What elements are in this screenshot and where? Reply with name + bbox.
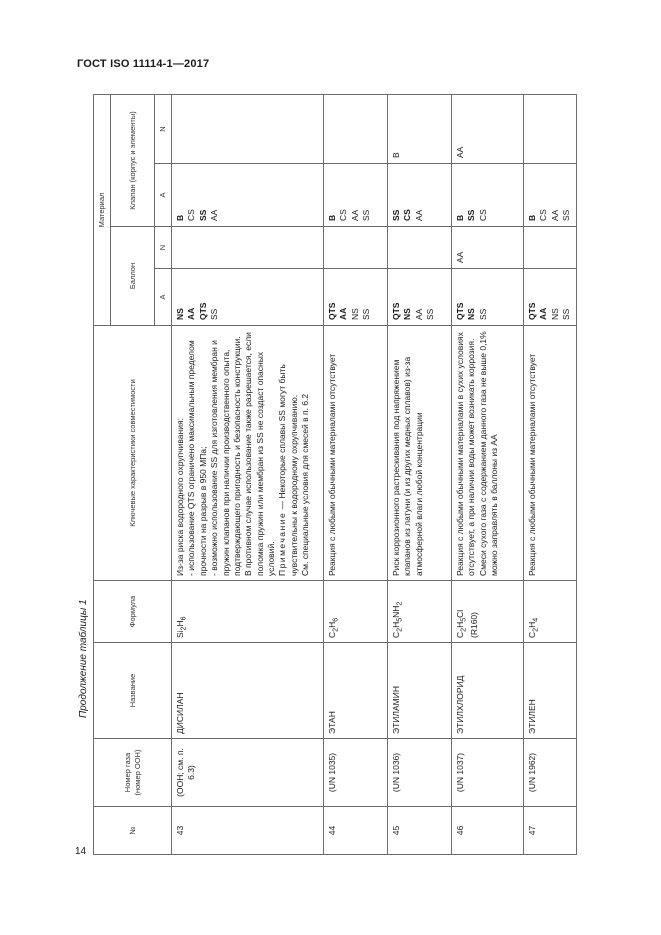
- material-code: SS: [477, 308, 488, 320]
- material-code: SS: [361, 209, 372, 221]
- compatibility-characteristics: Реакция с любыми обычными материалами отсутствует: [524, 326, 577, 581]
- row-number: 45: [388, 807, 452, 855]
- material-code: SS: [361, 308, 372, 320]
- material-code: B: [327, 214, 338, 221]
- cylinder-acceptable: [172, 269, 324, 326]
- valve-not-acceptable: [172, 94, 324, 163]
- col-header-cylinder-n: N: [155, 227, 172, 269]
- valve-not-acceptable: [452, 94, 524, 163]
- cylinder-not-acceptable: [388, 227, 452, 269]
- gas-name: ЭТИЛАМИН: [388, 643, 452, 739]
- compatibility-characteristics: Реакция с любыми обычными материалами в сухих условиях отсутствует, а при наличии воды может возникать коррозия. Смеси сухого газа с содержанием данного газа не выше 0,1% можно заправлять в баллоны из AA: [452, 326, 524, 581]
- col-header-valve: Клапан (корпус и элементы): [111, 94, 155, 226]
- col-header-cylinder: Баллон: [111, 227, 155, 326]
- note-label: Примечание: [277, 511, 288, 576]
- material-code: SS: [561, 308, 572, 320]
- material-code: SS: [391, 209, 402, 221]
- col-header-no: №: [94, 807, 172, 855]
- col-header-name: Название: [94, 643, 172, 739]
- un-number: (UN 1037): [452, 739, 524, 807]
- material-code: NS: [549, 308, 560, 320]
- valve-acceptable: [524, 164, 577, 227]
- material-code: SS: [466, 209, 477, 221]
- table-continuation-caption: Продолжение таблицы 1: [78, 599, 89, 718]
- gas-name: ЭТИЛХЛОРИД: [452, 643, 524, 739]
- compatibility-table: [93, 94, 577, 855]
- material-code: AA: [209, 209, 220, 221]
- material-code: SS: [561, 209, 572, 221]
- row-number: 46: [452, 807, 524, 855]
- valve-acceptable: [172, 164, 324, 227]
- material-code: SS: [209, 308, 220, 320]
- material-code: B: [175, 214, 186, 221]
- row-number: 47: [524, 807, 577, 855]
- material-code: SS: [197, 209, 208, 221]
- un-number: (UN 1036): [388, 739, 452, 807]
- material-code: CS: [186, 209, 197, 221]
- row-number: 44: [324, 807, 388, 855]
- table-row: [388, 94, 452, 854]
- table-row: [172, 94, 324, 854]
- material-code: AA: [455, 251, 466, 263]
- gas-formula: $Si_2H_6$: [172, 581, 324, 643]
- col-header-material: Материал: [94, 94, 111, 325]
- col-header-valve-n: N: [155, 94, 172, 163]
- rotated-table-wrapper: [93, 95, 570, 855]
- material-code: QTS: [197, 302, 208, 320]
- table-row: [452, 94, 524, 854]
- material-code: QTS: [455, 302, 466, 320]
- gas-formula: $C_2H_6$: [324, 581, 388, 643]
- un-number: (UN 1962): [524, 739, 577, 807]
- col-header-valve-a: A: [155, 164, 172, 227]
- gas-name: ЭТИЛЕН: [524, 643, 577, 739]
- valve-acceptable: [452, 164, 524, 227]
- col-header-formula: Формула: [94, 581, 172, 643]
- cylinder-acceptable: [388, 269, 452, 326]
- material-code: CS: [402, 209, 413, 221]
- material-code: AA: [413, 209, 424, 221]
- col-header-characteristics: Ключевые характеристики совместимости: [94, 326, 172, 581]
- cylinder-not-acceptable: [524, 227, 577, 269]
- row-number: 43: [172, 807, 324, 855]
- un-number: (ООН; см. п. 6.3): [172, 739, 324, 807]
- cylinder-acceptable: [524, 269, 577, 326]
- valve-not-acceptable: [524, 94, 577, 163]
- valve-acceptable: [388, 164, 452, 227]
- compatibility-characteristics: Из-за риска водородного охрупчивания: - использование QTS ограничено максимальным пределом прочности на разрыв в 950 МПа; - возможно использование SS для изготовления мембран и пружин клапанов при наличии производственного опыта, подтверждающего пригодность и безопасность конструкции. В противном случае использование также разрешается, если поломка пружин или мембран из SS не создаст опасных условий. Примечание — Некоторые сплавы SS могут быть чувствительны к водородному охрупчиванию. См. специальные условия для смесей в п. 6.2: [172, 326, 324, 581]
- un-number: (UN 1035): [324, 739, 388, 807]
- table-row: [324, 94, 388, 854]
- material-code: AA: [413, 308, 424, 320]
- cylinder-acceptable: [324, 269, 388, 326]
- material-code: QTS: [327, 302, 338, 320]
- material-code: B: [527, 214, 538, 221]
- valve-acceptable: [324, 164, 388, 227]
- material-code: NS: [349, 308, 360, 320]
- material-code: QTS: [391, 302, 402, 320]
- gas-formula: $C_2H_5Cl$ (R160): [452, 581, 524, 643]
- valve-not-acceptable: [388, 94, 452, 163]
- document-header: ГОСТ ISO 11114-1—2017: [77, 58, 210, 70]
- material-code: AA: [186, 307, 197, 320]
- material-code: B: [391, 152, 402, 158]
- gas-name: ЭТАН: [324, 643, 388, 739]
- material-code: CS: [477, 209, 488, 221]
- cylinder-acceptable: [452, 269, 524, 326]
- valve-not-acceptable: [324, 94, 388, 163]
- cylinder-not-acceptable: [172, 227, 324, 269]
- gas-formula: $C_2H_4$: [524, 581, 577, 643]
- col-header-un: Номер газа (номер ООН): [94, 739, 172, 807]
- material-code: CS: [538, 209, 549, 221]
- cylinder-not-acceptable: [452, 227, 524, 269]
- material-code: AA: [549, 209, 560, 221]
- material-code: SS: [425, 308, 436, 320]
- col-header-cylinder-a: A: [155, 269, 172, 326]
- compatibility-characteristics: Реакция с любыми обычными материалами отсутствует: [324, 326, 388, 581]
- material-code: NS: [466, 308, 477, 320]
- page-number: 14: [75, 846, 87, 857]
- gas-name: ДИСИЛАН: [172, 643, 324, 739]
- material-code: B: [455, 214, 466, 221]
- material-code: QTS: [527, 302, 538, 320]
- compatibility-characteristics: Риск коррозионного растрескивания под напряжением клапанов из латуни (и из других медных сплавов) из-за атмосферной влаги любой концентрации: [388, 326, 452, 581]
- material-code: AA: [455, 146, 466, 158]
- material-code: AA: [349, 209, 360, 221]
- material-code: NS: [175, 308, 186, 320]
- material-code: NS: [402, 308, 413, 320]
- gas-formula: $C_2H_5NH_2$: [388, 581, 452, 643]
- material-code: CS: [338, 209, 349, 221]
- material-code: AA: [338, 307, 349, 320]
- table-row: [524, 94, 577, 854]
- cylinder-not-acceptable: [324, 227, 388, 269]
- material-code: AA: [538, 307, 549, 320]
